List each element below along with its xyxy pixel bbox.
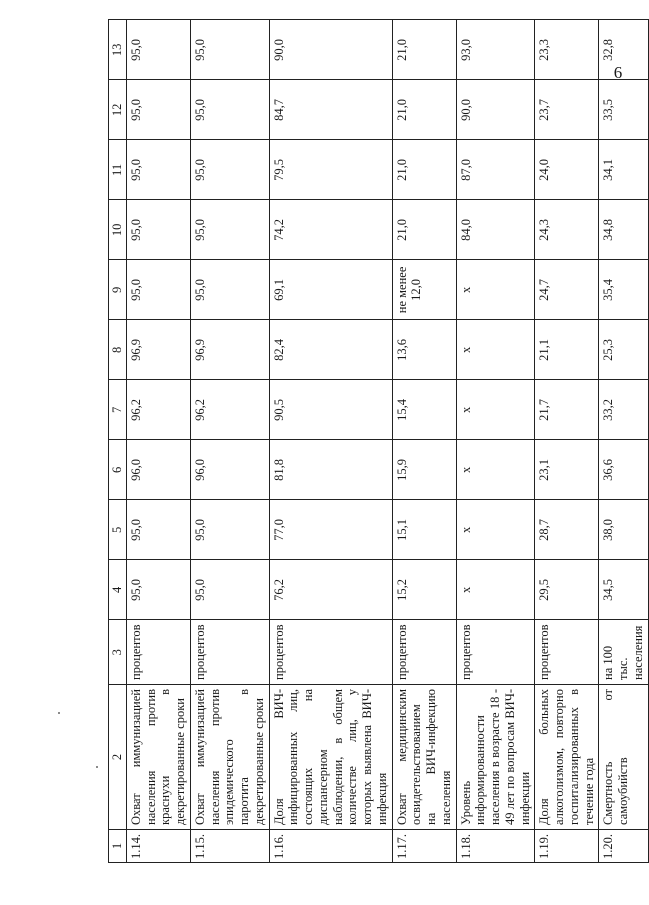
cell-value: 95,0: [190, 560, 269, 620]
cell-value: 90,0: [269, 20, 392, 80]
cell-value: 23,1: [535, 440, 599, 500]
cell-value: 15,4: [392, 380, 456, 440]
cell-value: 90,0: [456, 80, 535, 140]
cell-value: 90,5: [269, 380, 392, 440]
row-code: 1.18.: [456, 830, 535, 863]
table-row: [190, 20, 269, 863]
cell-value: 95,0: [126, 20, 190, 80]
cell-value: 23,7: [535, 80, 599, 140]
cell-value: 81,8: [269, 440, 392, 500]
scan-speck: [96, 766, 98, 768]
cell-value: 36,6: [599, 440, 648, 500]
cell-value: 95,0: [190, 20, 269, 80]
cell-value: 33,2: [599, 380, 648, 440]
row-unit: процентов: [126, 620, 190, 685]
cell-value: 84,0: [456, 200, 535, 260]
col-header-6: 6: [109, 440, 127, 500]
scan-speck: [58, 712, 60, 714]
table-row: [456, 20, 535, 863]
cell-value: 96,9: [126, 320, 190, 380]
col-header-12: 12: [109, 80, 127, 140]
indicators-table: [108, 19, 649, 863]
cell-value: 95,0: [126, 80, 190, 140]
cell-value: 96,9: [190, 320, 269, 380]
col-header-5: 5: [109, 500, 127, 560]
cell-value: 24,0: [535, 140, 599, 200]
cell-value: 95,0: [126, 260, 190, 320]
cell-value: 87,0: [456, 140, 535, 200]
cell-value: х: [456, 320, 535, 380]
cell-value: 95,0: [190, 200, 269, 260]
cell-value: 77,0: [269, 500, 392, 560]
cell-value: х: [456, 260, 535, 320]
row-unit: процентов: [535, 620, 599, 685]
col-header-10: 10: [109, 200, 127, 260]
cell-value: 95,0: [190, 80, 269, 140]
row-code: 1.15.: [190, 830, 269, 863]
cell-value: 96,2: [126, 380, 190, 440]
cell-value: 21,7: [535, 380, 599, 440]
col-header-7: 7: [109, 380, 127, 440]
cell-value: х: [456, 560, 535, 620]
row-code: 1.16.: [269, 830, 392, 863]
cell-value: 34,5: [599, 560, 648, 620]
cell-value: 28,7: [535, 500, 599, 560]
row-unit: процентов: [190, 620, 269, 685]
table-row: [392, 20, 456, 863]
table-row: [126, 20, 190, 863]
row-unit: на 100 тыс. населения: [599, 620, 648, 685]
cell-value: 69,1: [269, 260, 392, 320]
cell-value: 33,5: [599, 80, 648, 140]
cell-value: 96,2: [190, 380, 269, 440]
cell-value: не менее 12,0: [392, 260, 456, 320]
cell-value: 74,2: [269, 200, 392, 260]
cell-value: 84,7: [269, 80, 392, 140]
cell-value: 93,0: [456, 20, 535, 80]
col-header-13: 13: [109, 20, 127, 80]
row-name: Смертность от самоубийств: [599, 685, 648, 830]
cell-value: 96,0: [190, 440, 269, 500]
cell-value: 21,0: [392, 20, 456, 80]
cell-value: 15,1: [392, 500, 456, 560]
row-code: 1.19.: [535, 830, 599, 863]
cell-value: 24,3: [535, 200, 599, 260]
cell-value: 24,7: [535, 260, 599, 320]
cell-value: 95,0: [190, 140, 269, 200]
cell-value: 15,2: [392, 560, 456, 620]
cell-value: 95,0: [126, 200, 190, 260]
row-name: Доля больных алкоголизмом, повторно госпитализированных в течение года: [535, 685, 599, 830]
cell-value: 95,0: [126, 140, 190, 200]
page-number: 6: [613, 62, 623, 82]
column-number-row: [109, 20, 127, 863]
cell-value: 32,8: [599, 20, 648, 80]
table-row: [599, 20, 648, 863]
cell-value: 76,2: [269, 560, 392, 620]
col-header-8: 8: [109, 320, 127, 380]
col-header-9: 9: [109, 260, 127, 320]
cell-value: х: [456, 500, 535, 560]
cell-value: 34,8: [599, 200, 648, 260]
row-unit: процентов: [392, 620, 456, 685]
cell-value: 82,4: [269, 320, 392, 380]
col-header-2: 2: [109, 685, 127, 830]
cell-value: 96,0: [126, 440, 190, 500]
cell-value: 95,0: [126, 560, 190, 620]
cell-value: 15,9: [392, 440, 456, 500]
table-row: [535, 20, 599, 863]
row-name: Охват иммунизацией населения против краснухи в декретированные сроки: [126, 685, 190, 830]
col-header-4: 4: [109, 560, 127, 620]
row-name: Охват иммунизацией населения против эпидемического паротита в декретированные сроки: [190, 685, 269, 830]
cell-value: 29,5: [535, 560, 599, 620]
cell-value: 79,5: [269, 140, 392, 200]
cell-value: 21,0: [392, 80, 456, 140]
row-name: Уровень информированности населения в возрасте 18 - 49 лет по вопросам ВИЧ-инфекции: [456, 685, 535, 830]
row-name: Охват медицинским освидетельствованием на ВИЧ-инфекцию населения: [392, 685, 456, 830]
row-code: 1.17.: [392, 830, 456, 863]
cell-value: 21,0: [392, 140, 456, 200]
row-code: 1.14.: [126, 830, 190, 863]
cell-value: 13,6: [392, 320, 456, 380]
row-code: 1.20.: [599, 830, 648, 863]
cell-value: 34,1: [599, 140, 648, 200]
col-header-1: 1: [109, 830, 127, 863]
col-header-3: 3: [109, 620, 127, 685]
table-row: [269, 20, 392, 863]
cell-value: 21,1: [535, 320, 599, 380]
row-name: Доля ВИЧ-инфицированных лиц, состоящих на диспансерном наблюдении, в общем количестве лиц, у которых выявлена ВИЧ-инфекция: [269, 685, 392, 830]
cell-value: 23,3: [535, 20, 599, 80]
cell-value: 95,0: [190, 260, 269, 320]
cell-value: 35,4: [599, 260, 648, 320]
cell-value: 21,0: [392, 200, 456, 260]
cell-value: 95,0: [190, 500, 269, 560]
cell-value: х: [456, 380, 535, 440]
row-unit: процентов: [456, 620, 535, 685]
col-header-11: 11: [109, 140, 127, 200]
cell-value: 95,0: [126, 500, 190, 560]
cell-value: 38,0: [599, 500, 648, 560]
cell-value: х: [456, 440, 535, 500]
cell-value: 25,3: [599, 320, 648, 380]
row-unit: процентов: [269, 620, 392, 685]
